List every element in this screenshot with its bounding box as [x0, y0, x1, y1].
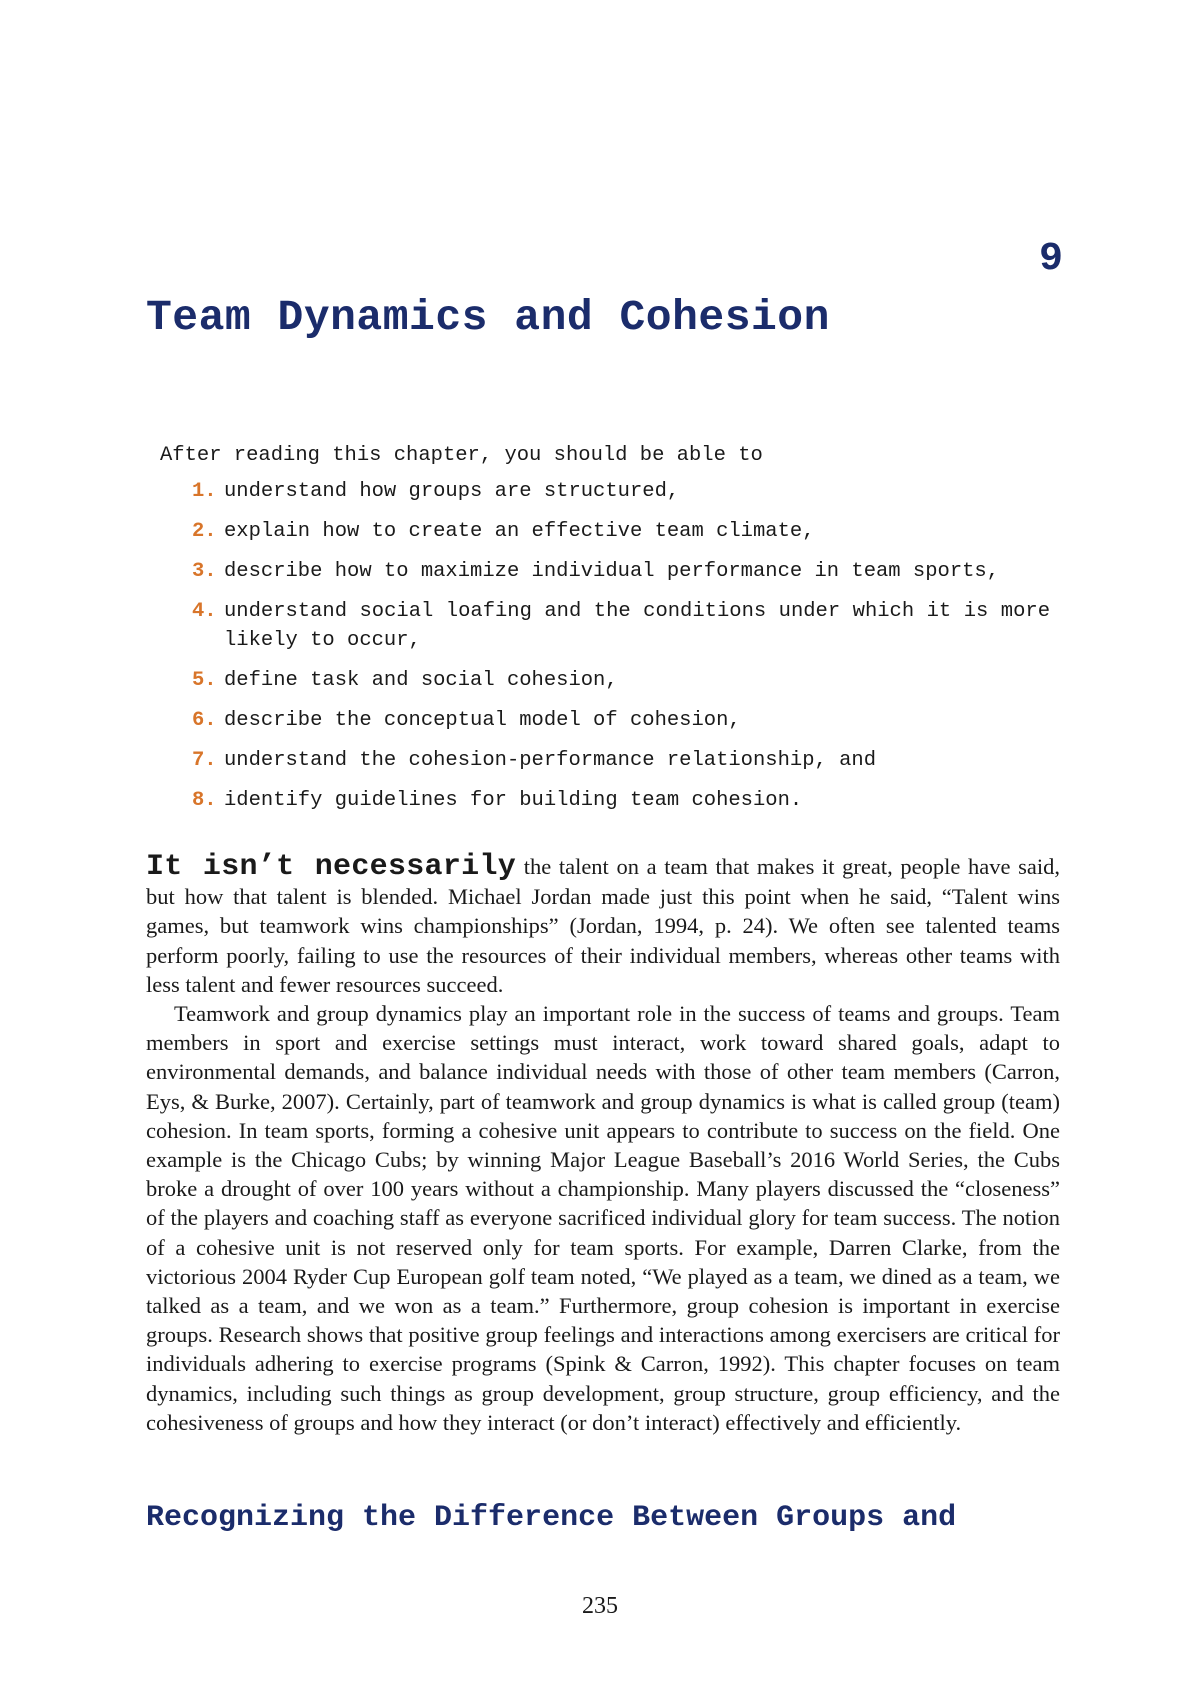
objective-text: understand the cohesion-performance relationship, and — [224, 748, 877, 772]
objective-number: 7. — [192, 748, 217, 772]
objective-number: 4. — [192, 599, 217, 623]
body-paragraph: Teamwork and group dynamics play an important role in the success of teams and groups. Team members in sport and exercise settings must interact, work toward shared goals, adapt to environmental demands, and balance individual needs with those of other team members (Carron, Eys, & Burke, 2007). Certainly, part of teamwork and group dynamics is what is called group (team) cohesion. In team sports, forming a cohesive unit appears to contribute to success on the field. One example is the Chicago Cubs; by winning Major League Baseball’s 2016 World Series, the Cubs broke a drought of over 100 years without a championship. Many players discussed the “closeness” of the players and coaching staff as everyone sacrificed individual glory for team success. The notion of a cohesive unit is not reserved only for team sports. For example, Darren Clarke, from the victorious 2004 Ryder Cup European golf team noted, “We played as a team, we dined as a team, we talked as a team, and we won as a team.” Furthermore, group cohesion is important in exercise groups. Research shows that positive group feelings and interactions among exercisers are critical for individuals adhering to exercise programs (Spink & Carron, 1992). This chapter focuses on team dynamics, including such things as group development, group structure, group efficiency, and the cohesiveness of groups and how they interact (or don’t interact) effectively and efficiently. — [146, 1001, 1060, 1435]
objective-text: explain how to create an effective team climate, — [224, 519, 815, 543]
objective-text: identify guidelines for building team cohesion. — [224, 788, 803, 812]
chapter-body — [146, 852, 1060, 1437]
objective-text: describe the conceptual model of cohesion, — [224, 708, 741, 732]
objective-text: understand how groups are structured, — [224, 479, 680, 503]
objective-item — [192, 517, 1050, 546]
objective-item — [192, 786, 1050, 815]
objective-item — [192, 557, 1050, 586]
objective-item — [192, 477, 1050, 506]
objective-item — [192, 666, 1050, 695]
chapter-number: 9 — [1038, 237, 1063, 282]
chapter-title: Team Dynamics and Cohesion — [146, 293, 830, 342]
paragraph-text: the talent on a team that makes it great, people have said, but how that talent is blended. Michael Jordan made just this point when he said, “Talent wins games, but teamwork wins championships” (Jordan, 1994, p. 24). We often see talented teams perform poorly, failing to use the resources of their individual members, whereas other teams with less talent and fewer resources succeed. — [146, 854, 1060, 997]
objective-number: 5. — [192, 668, 217, 692]
objective-item — [192, 597, 1050, 655]
objectives-list — [160, 477, 1050, 815]
lead-in-text: It isn’t necessarily — [146, 850, 517, 884]
objective-item — [192, 746, 1050, 775]
learning-objectives — [160, 444, 1050, 826]
objective-item — [192, 706, 1050, 735]
objective-text: describe how to maximize individual performance in team sports, — [224, 559, 1000, 583]
body-paragraph — [146, 852, 1060, 999]
objective-number: 1. — [192, 479, 217, 503]
objective-number: 6. — [192, 708, 217, 732]
page-number: 235 — [582, 1593, 618, 1619]
objectives-intro: After reading this chapter, you should be able to — [160, 444, 763, 467]
objective-number: 2. — [192, 519, 217, 543]
section-heading: Recognizing the Difference Between Groups and — [146, 1501, 957, 1535]
objective-text: define task and social cohesion, — [224, 668, 618, 692]
objective-number: 3. — [192, 559, 217, 583]
objective-number: 8. — [192, 788, 217, 812]
objective-text: understand social loafing and the conditions under which it is more likely to occur, — [224, 599, 1050, 652]
